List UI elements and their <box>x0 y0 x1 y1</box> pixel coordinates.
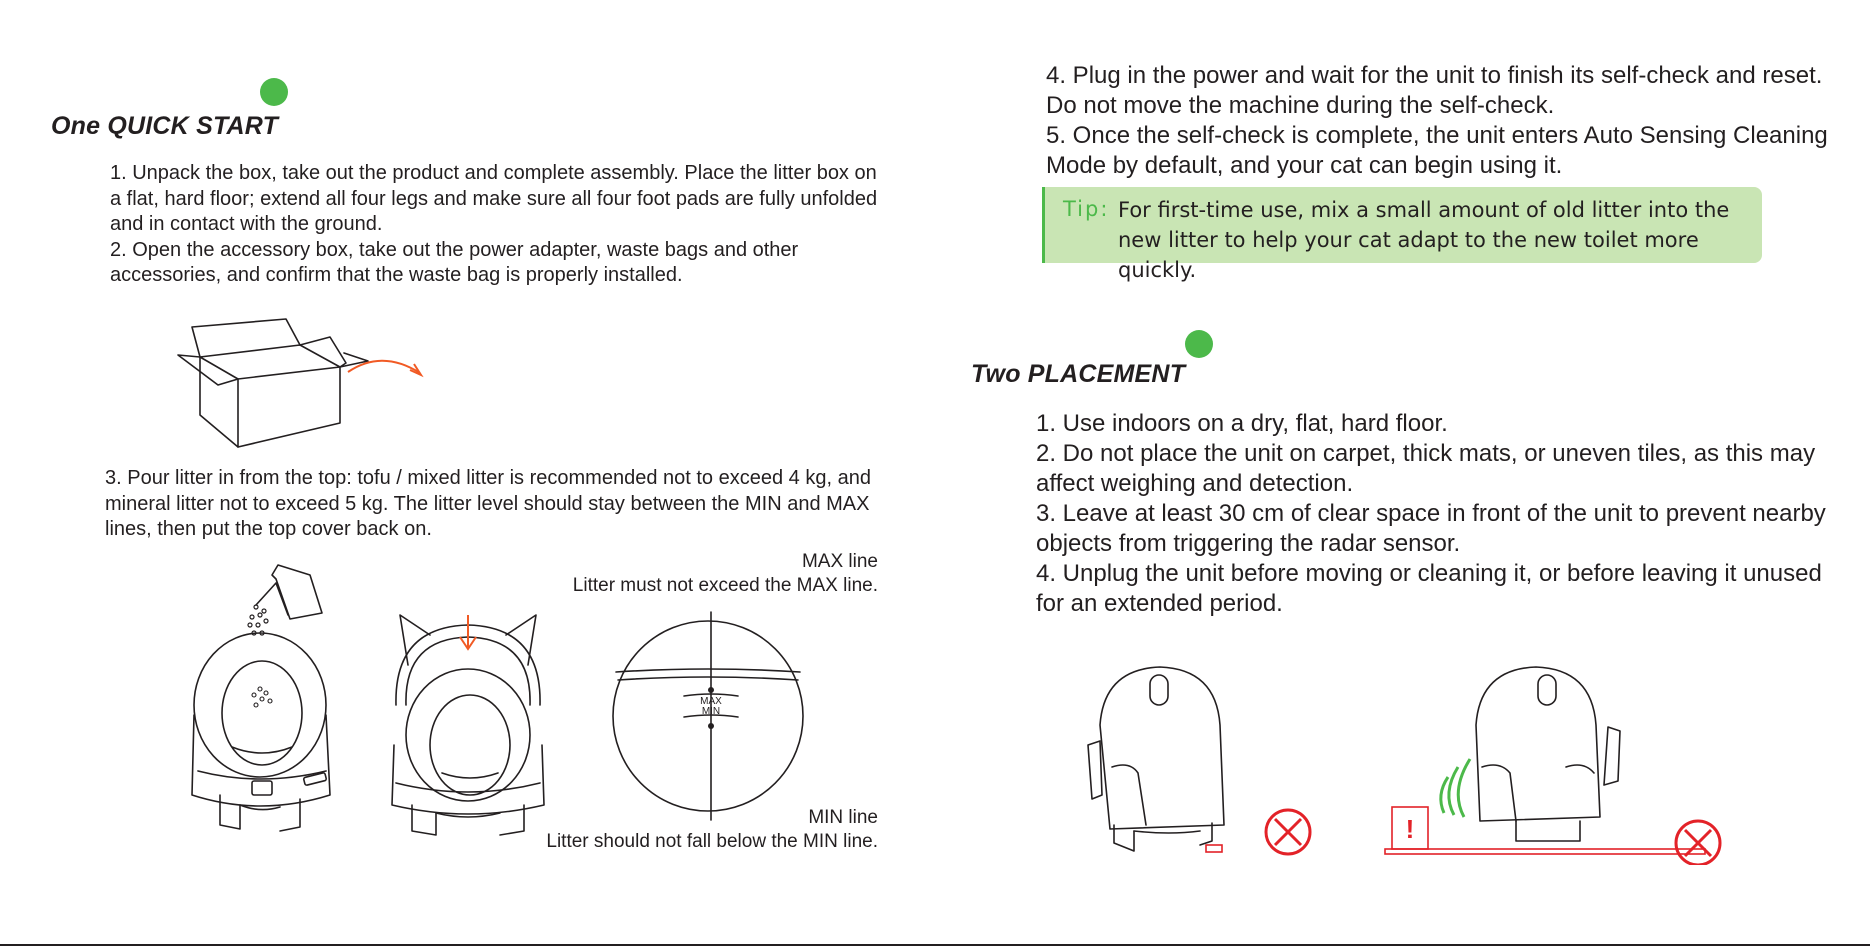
section-one-marker-dot <box>260 78 288 106</box>
section-one-title: One QUICK START <box>51 112 279 140</box>
gauge-max-label: MAX <box>700 696 722 707</box>
litter-level-gauge <box>608 610 808 830</box>
quick-start-step-3-text: 3. Pour litter in from the top: tofu / mixed litter is recommended not to exceed 4 kg, and mineral litter not to exceed 5 kg. The litter level should stay between the MIN and MAX lines, then put the top cover back on. <box>105 467 871 540</box>
not-allowed-icon <box>1266 810 1310 854</box>
quick-start-step-5: 5. Once the self-check is complete, the unit enters Auto Sensing Cleaning Mode by default, and your cat can begin using it. <box>1046 122 1828 179</box>
placement-illustration <box>1070 655 1860 865</box>
litter-box-with-scoop-icon <box>192 565 330 831</box>
unboxing-illustration <box>170 315 440 455</box>
quick-start-step-4: 4. Plug in the power and wait for the unit to finish its self-check and reset. Do not move the machine during the self-check. <box>1046 62 1823 119</box>
not-allowed-icon <box>1676 821 1720 865</box>
placement-step-4: 4. Unplug the unit before moving or cleaning it, or before leaving it unused for an extended period. <box>1036 560 1822 617</box>
placement-step-3: 3. Leave at least 30 cm of clear space in front of the unit to prevent nearby objects from triggering the radar sensor. <box>1036 500 1826 557</box>
section-two-title: Two PLACEMENT <box>971 360 1186 388</box>
quick-start-steps-1-2 <box>110 161 890 289</box>
litter-box-cover-icon <box>392 615 544 835</box>
tip-label: Tip: <box>1063 197 1110 221</box>
max-line-note: Litter must not exceed the MAX line. <box>572 575 878 596</box>
min-line-title: MIN line <box>808 807 878 828</box>
litter-pour-illustration <box>180 555 560 845</box>
open-box-icon <box>178 319 368 447</box>
min-line-note: Litter should not fall below the MIN line. <box>546 831 878 852</box>
quick-start-step-2: 2. Open the accessory box, take out the power adapter, waste bags and other accessories, and confirm that the waste bag is properly installed. <box>110 238 799 286</box>
max-line-caption <box>573 550 878 598</box>
quick-start-steps-4-5 <box>1046 61 1846 181</box>
warning-exclamation-mark: ! <box>1405 814 1415 844</box>
placement-step-1: 1. Use indoors on a dry, flat, hard floor. <box>1036 410 1448 437</box>
unit-on-uneven-floor-icon <box>1088 667 1310 854</box>
tip-text: For first-time use, mix a small amount of old litter into the new litter to help your cat adapt to the new toilet more quickly. <box>1118 198 1730 282</box>
placement-step-2: 2. Do not place the unit on carpet, thick mats, or uneven tiles, as this may affect weighing and detection. <box>1036 440 1816 497</box>
placement-steps <box>1036 409 1826 619</box>
max-line-title: MAX line <box>801 551 878 572</box>
section-two-marker-dot <box>1185 330 1213 358</box>
unit-with-obstacle-icon <box>1385 667 1720 865</box>
quick-start-step-1: 1. Unpack the box, take out the product and complete assembly. Place the litter box on a flat, hard floor; extend all four legs and make sure all four foot pads are fully unfolded and in contact with the ground. <box>110 162 878 235</box>
quick-start-step-3 <box>105 466 885 543</box>
tip-box <box>1042 187 1762 282</box>
gauge-min-label: MIN <box>701 706 721 717</box>
